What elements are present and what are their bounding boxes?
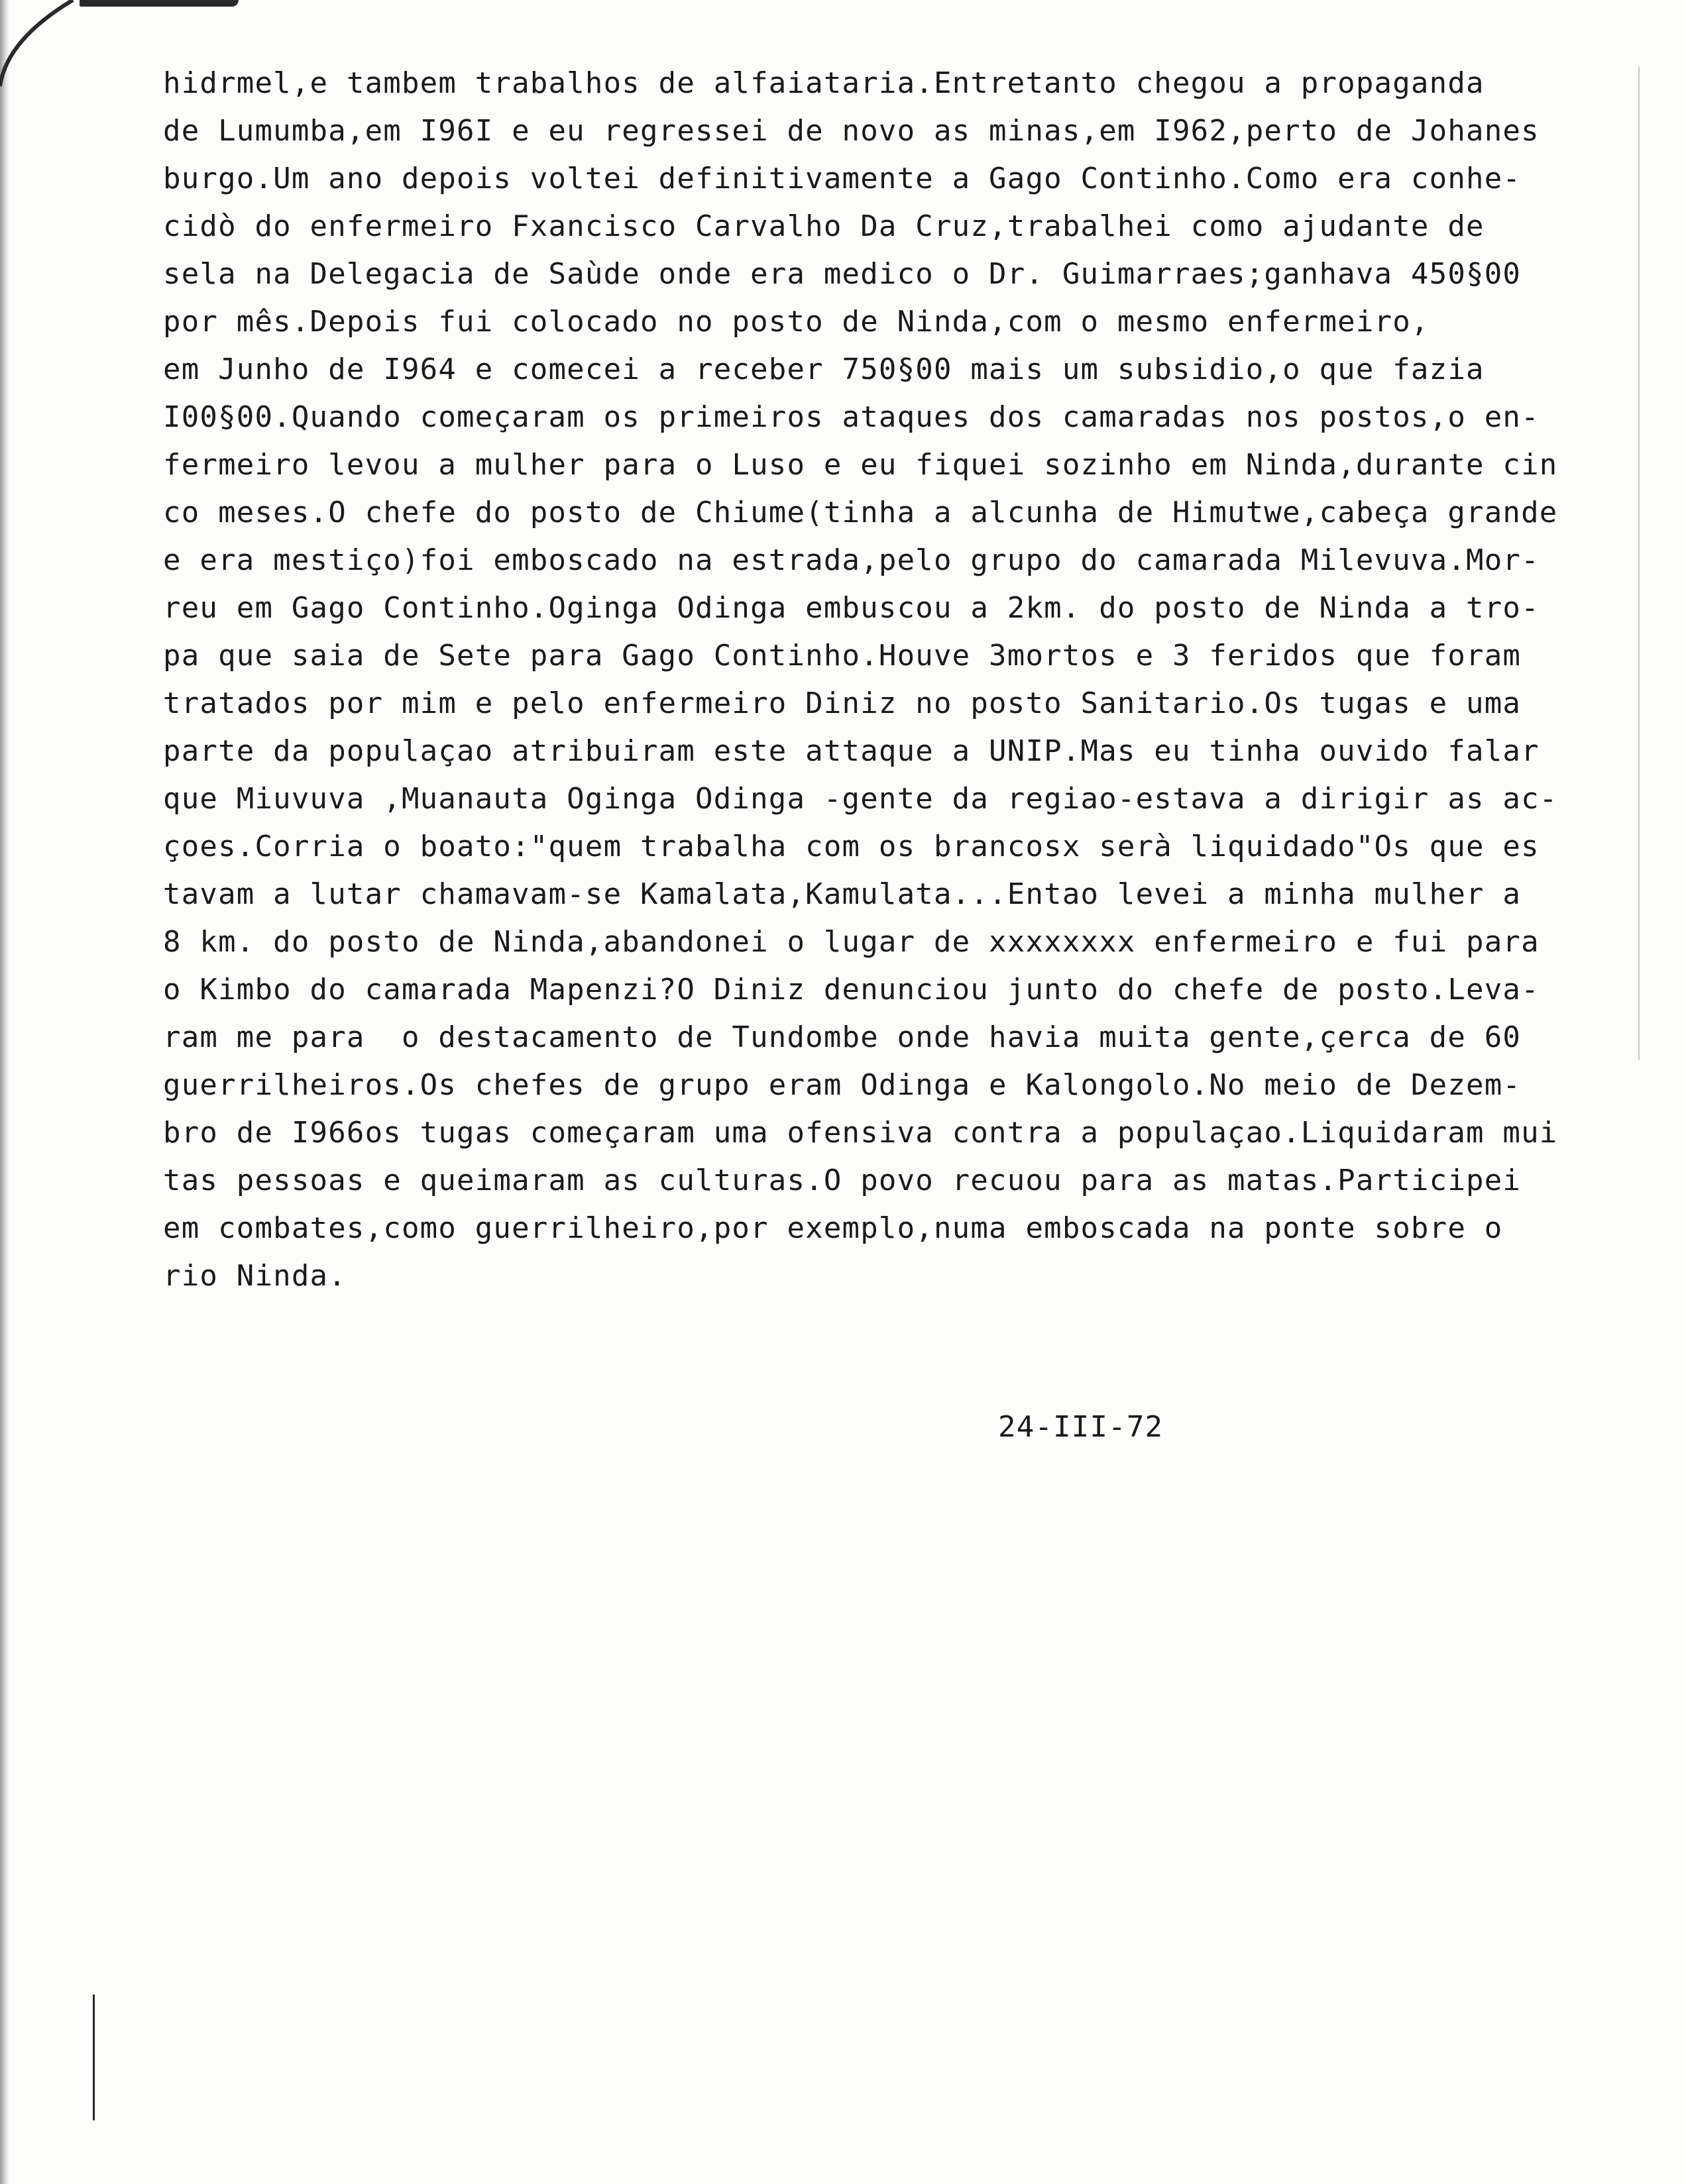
text-line: I00§00.Quando começaram os primeiros ataques dos camaradas nos postos,o en- [163, 400, 1540, 434]
text-line: çoes.Corria o boato:"quem trabalha com os brancosx serà liquidado"Os que es [163, 830, 1540, 863]
text-line: que Miuvuva ,Muanauta Oginga Odinga -gente da regiao-estava a dirigir as ac- [163, 782, 1558, 816]
text-line: reu em Gago Continho.Oginga Odinga embuscou a 2km. do posto de Ninda a tro- [163, 591, 1540, 625]
scan-mark-top [80, 0, 239, 7]
text-line: em combates,como guerrilheiro,por exemplo,numa emboscada na ponte sobre o [163, 1211, 1503, 1245]
scan-corner-mark [0, 0, 80, 93]
text-line: tratados por mim e pelo enfermeiro Diniz no posto Sanitario.Os tugas e uma [163, 686, 1522, 720]
text-line: de Lumumba,em I96I e eu regressei de novo as minas,em I962,perto de Johanes [163, 114, 1540, 148]
text-line: parte da populaçao atribuiram este attaque a UNIP.Mas eu tinha ouvido falar [163, 734, 1540, 768]
text-line: tavam a lutar chamavam-se Kamalata,Kamulata...Entao levei a minha mulher a [163, 877, 1522, 911]
text-line: guerrilheiros.Os chefes de grupo eram Odinga e Kalongolo.No meio de Dezem- [163, 1068, 1522, 1102]
text-line: em Junho de I964 e comecei a receber 750§00 mais um subsidio,o que fazia [163, 353, 1485, 386]
text-line: burgo.Um ano depois voltei definitivamente a Gago Continho.Como era conhe- [163, 162, 1522, 195]
text-line: fermeiro levou a mulher para o Luso e eu fiquei sozinho em Ninda,durante cin [163, 448, 1558, 482]
text-line: por mês.Depois fui colocado no posto de Ninda,com o mesmo enfermeiro, [163, 305, 1430, 339]
text-line: cidò do enfermeiro Fxancisco Carvalho Da Cruz,trabalhei como ajudante de [163, 209, 1485, 243]
text-line: rio Ninda. [163, 1259, 347, 1293]
text-line: pa que saia de Sete para Gago Continho.Houve 3mortos e 3 feridos que foram [163, 639, 1522, 673]
text-line: co meses.O chefe do posto de Chiume(tinha a alcunha de Himutwe,cabeça grande [163, 496, 1558, 529]
text-line: e era mestiço)foi emboscado na estrada,pelo grupo do camarada Milevuva.Mor- [163, 543, 1540, 577]
text-line: 8 km. do posto de Ninda,abandonei o lugar de xxxxxxxx enfermeiro e fui para [163, 925, 1540, 959]
text-line: bro de I966os tugas começaram uma ofensiva contra a populaçao.Liquidaram mui [163, 1116, 1558, 1150]
scan-shadow-left [0, 0, 9, 2184]
margin-line-left [93, 1994, 95, 2120]
document-date: 24-III-72 [998, 1410, 1164, 1444]
text-line: sela na Delegacia de Saùde onde era medico o Dr. Guimarraes;ganhava 450§00 [163, 257, 1522, 291]
text-line: tas pessoas e queimaram as culturas.O povo recuou para as matas.Participei [163, 1164, 1522, 1197]
text-line: ram me para o destacamento de Tundombe onde havia muita gente,çerca de 60 [163, 1020, 1522, 1054]
text-line: hidrmel,e tambem trabalhos de alfaiataria.Entretanto chegou a propaganda [163, 66, 1485, 100]
text-line: o Kimbo do camarada Mapenzi?O Diniz denunciou junto do chefe de posto.Leva- [163, 973, 1540, 1007]
typed-text-body [163, 60, 1641, 1300]
